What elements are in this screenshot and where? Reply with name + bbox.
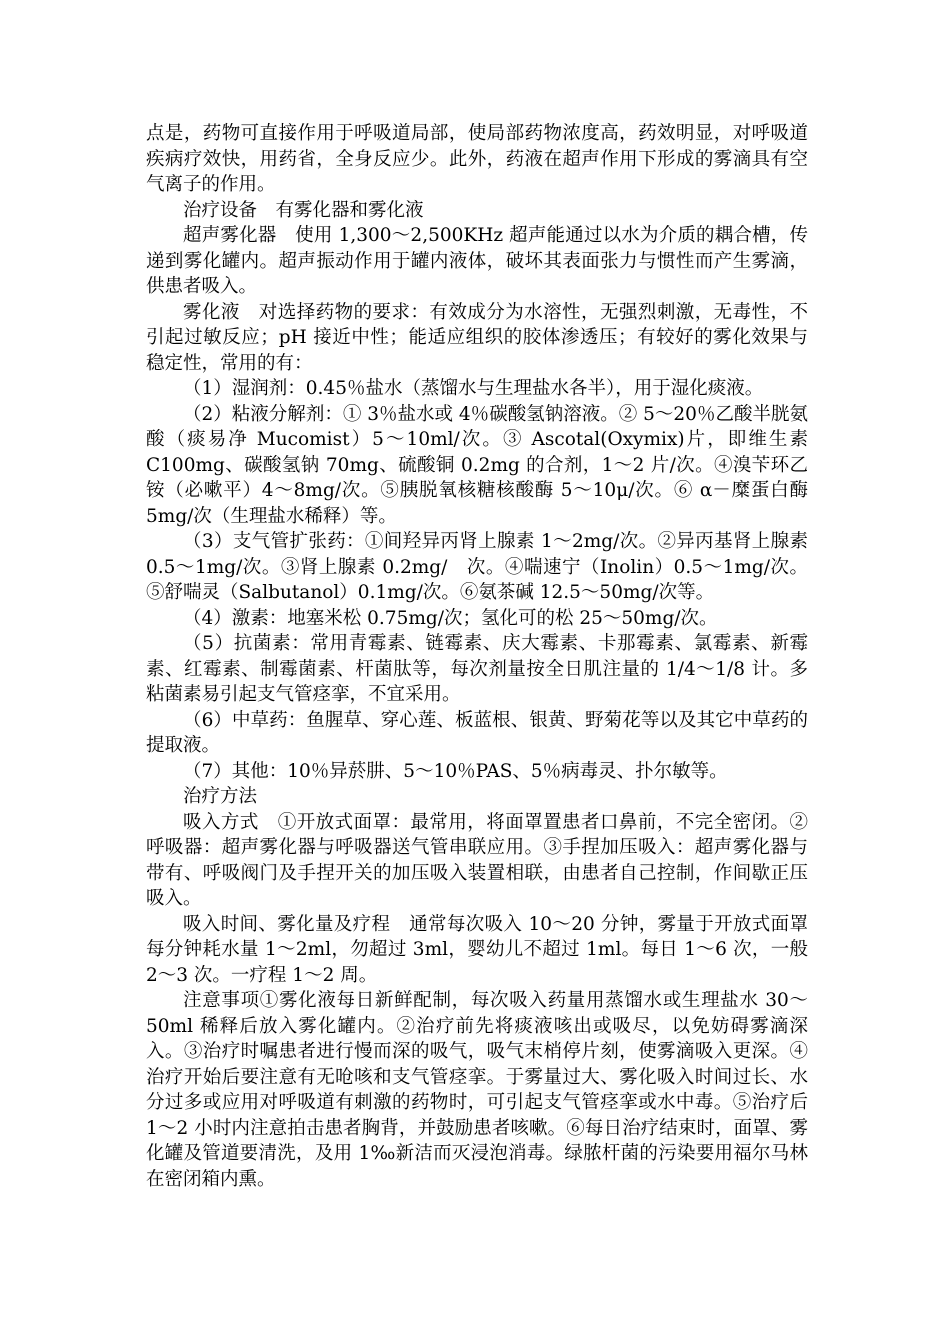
paragraph-item-other: （7）其他：10％异菸肼、5～10％PAS、5％病毒灵、扑尔敏等。	[183, 760, 728, 782]
paragraph-inhalation-time: 吸入时间、雾化量及疗程 通常每次吸入 10～20 分钟，雾量于开放式面罩每分钟耗水量 1～2ml，勿超过 3ml，婴幼儿不超过 1ml。每日 1～6 次，一般 2～3 次。一疗程 1～2 周。	[146, 913, 808, 986]
document-body	[146, 121, 808, 1192]
paragraph-precautions: 注意事项①雾化液每日新鲜配制，每次吸入药量用蒸馏水或生理盐水 30～50ml 稀释后放入雾化罐内。②治疗前先将痰液咳出或吸尽，以免妨碍雾滴深入。③治疗时嘱患者进行慢而深的吸气，吸气末梢停片刻，使雾滴吸入更深。④治疗开始后要注意有无呛咳和支气管痉挛。于雾量过大、雾化吸入时间过长、水分过多或应用对呼吸道有刺激的药物时，可引起支气管痉挛或水中毒。⑤治疗后 1～2 小时内注意拍击患者胸背，并鼓励患者咳嗽。⑥每日治疗结束时，面罩、雾化罐及管道要清洗，及用 1‰新洁而灭浸泡消毒。绿脓杆菌的污染要用福尔马林在密闭箱内熏。	[146, 990, 808, 1190]
paragraph-treatment-equipment: 治疗设备 有雾化器和雾化液	[183, 199, 424, 221]
paragraph-item-mucolytic: （2）粘液分解剂：① 3％盐水或 4％碳酸氢钠溶液。② 5～20％乙酸半胱氨酸（痰易净 Mucomist）5～10ml/次。③ Ascotal(Oxymix)片，即维生素 C100mg、碳酸氢钠 70mg、硫酸铜 0.2mg 的合剂，1～2 片/次。④溴苄环乙铵（必嗽平）4～8mg/次。⑤胰脱氧核糖核酸酶 5～10μ/次。⑥ α－糜蛋白酶 5mg/次（生理盐水稀释）等。	[146, 403, 808, 527]
paragraph-intro-continuation: 点是，药物可直接作用于呼吸道局部，使局部药物浓度高，药效明显，对呼吸道疾病疗效快，用药省，全身反应少。此外，药液在超声作用下形成的雾滴具有空气离子的作用。	[146, 123, 808, 195]
paragraph-item-humidifier: （1）湿润剂：0.45％盐水（蒸馏水与生理盐水各半），用于湿化痰液。	[183, 378, 764, 399]
paragraph-ultrasonic-nebulizer: 超声雾化器 使用 1,300～2,500KHz 超声能通过以水为介质的耦合槽，传递到雾化罐内。超声振动作用于罐内液体，破坏其表面张力与惯性而产生雾滴，供患者吸入。	[146, 225, 808, 297]
paragraph-item-herbal: （6）中草药：鱼腥草、穿心莲、板蓝根、银黄、野菊花等以及其它中草药的提取液。	[146, 709, 808, 756]
paragraph-item-bronchodilator: （3）支气管扩张药：①间羟异丙肾上腺素 1～2mg/次。②异丙基肾上腺素 0.5～1mg/次。③肾上腺素 0.2mg/ 次。④喘速宁（Inolin）0.5～1mg/次。⑤舒喘灵（Salbutanol）0.1mg/次。⑥氨茶碱 12.5～50mg/次等。	[146, 531, 808, 603]
paragraph-nebulizing-liquid: 雾化液 对选择药物的要求：有效成分为水溶性，无强烈刺激，无毒性，不引起过敏反应；pH 接近中性；能适应组织的胶体渗透压；有较好的雾化效果与稳定性，常用的有：	[146, 301, 808, 374]
paragraph-item-antibiotic: （5）抗菌素：常用青霉素、链霉素、庆大霉素、卡那霉素、氯霉素、新霉素、红霉素、制霉菌素、杆菌肽等，每次剂量按全日肌注量的 1/4～1/8 计。多粘菌素易引起支气管痉挛，不宜采用。	[146, 633, 808, 705]
paragraph-item-hormone: （4）激素：地塞米松 0.75mg/次；氢化可的松 25～50mg/次。	[183, 607, 718, 629]
paragraph-inhalation-mode: 吸入方式 ①开放式面罩：最常用，将面罩置患者口鼻前，不完全密闭。②呼吸器：超声雾化器与呼吸器送气管串联应用。③手捏加压吸入：超声雾化器与带有、呼吸阀门及手捏开关的加压吸入装置相联，由患者自己控制，作间歇正压吸入。	[146, 811, 808, 909]
paragraph-treatment-method-heading: 治疗方法	[183, 786, 258, 807]
